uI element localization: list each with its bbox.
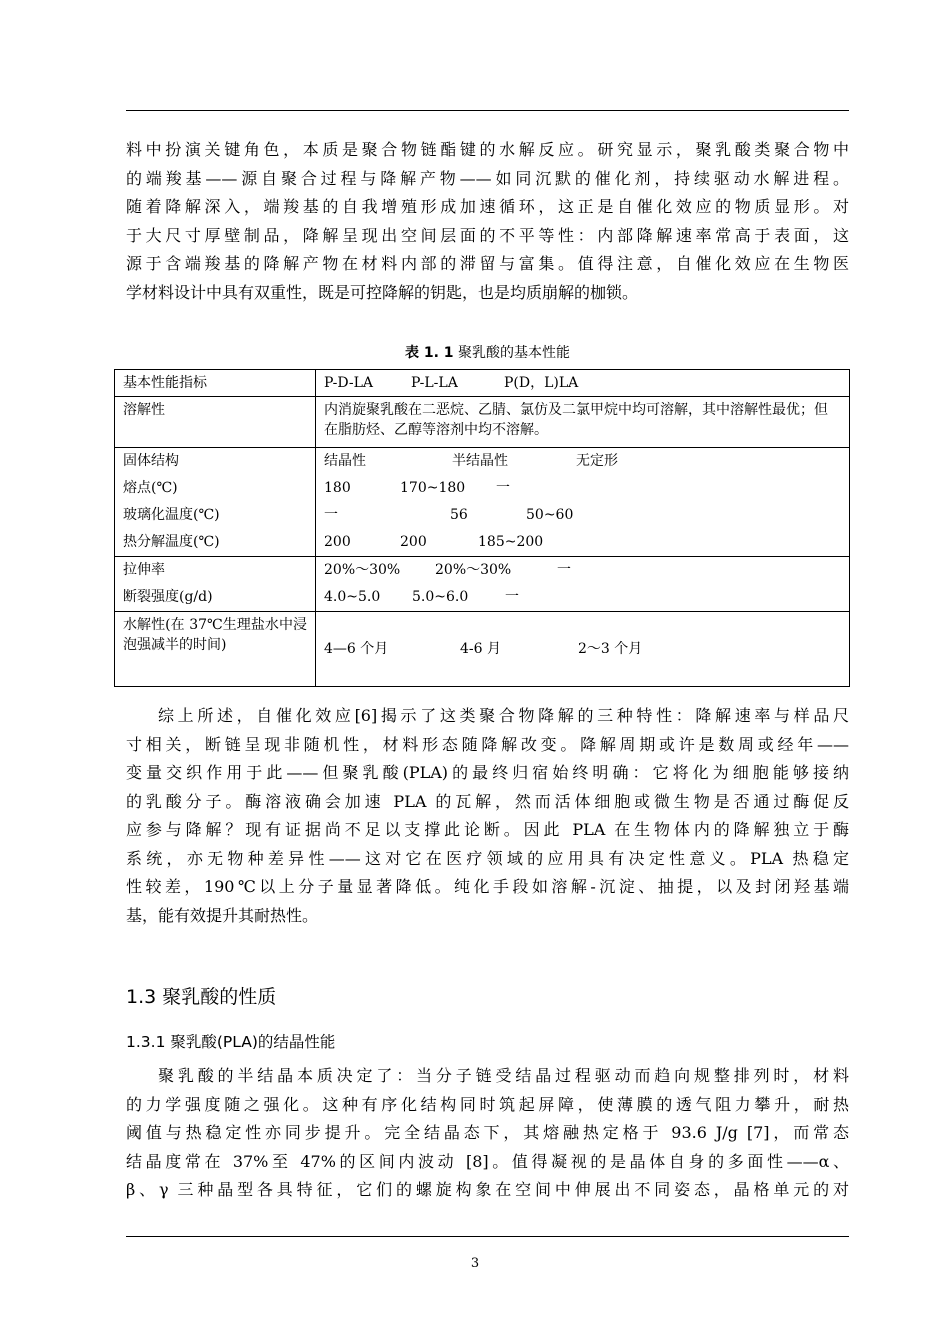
cell-value: 20%～30% <box>324 562 401 578</box>
section-heading: 1.3 聚乳酸的性质 <box>126 986 277 1008</box>
value-row <box>324 584 841 611</box>
text-line: 系统，亦无物种差异性——这对它在医疗领域的应用具有决定性意义。PLA 热稳定 <box>126 848 849 868</box>
cell-value: 一 <box>496 480 510 496</box>
hydrolysis-label-cell: 水解性(在 37℃生理盐水中浸泡强减半的时间) <box>115 612 316 687</box>
header-label-cell: 基本性能指标 <box>115 370 316 397</box>
cell-value: 20%～30% <box>435 562 512 578</box>
row-label: 玻璃化温度(℃) <box>123 507 220 523</box>
cell-value: 4—6 个月 <box>324 641 389 657</box>
cell-value: 180 <box>324 480 351 496</box>
cell-value: 结晶性 <box>324 453 366 469</box>
text-line: 料中扮演关键角色，本质是聚合物链酯键的水解反应。研究显示，聚乳酸类聚合物中 <box>126 140 849 159</box>
text-line: 的乳酸分子。酶溶液确会加速 PLA 的瓦解，然而活体细胞或微生物是否通过酶促反 <box>126 791 849 811</box>
text-line: 结晶度常在 37%至 47%的区间内波动 [8]。值得凝视的是晶体自身的多面性——α、 <box>126 1151 849 1171</box>
mechanical-labels-cell <box>115 557 316 612</box>
cell-value: 50~60 <box>526 507 574 523</box>
paragraph-autocatalysis <box>126 136 849 307</box>
text-line: 综上所述，自催化效应[6]揭示了这类聚合物降解的三种特性：降解速率与样品尺 <box>158 706 849 725</box>
hydrolysis-values-cell <box>316 612 850 687</box>
cell-value: 200 <box>400 534 427 550</box>
header-values-cell <box>316 370 850 397</box>
header-rule <box>126 110 849 111</box>
cell-value: 无定形 <box>576 453 618 469</box>
paragraph-summary <box>126 702 849 930</box>
cell-value: 2～3 个月 <box>578 641 643 657</box>
text-line: 阈值与热稳定性亦同步提升。完全结晶态下，其熔融热定格于 93.6 J/g [7]，而常态 <box>126 1123 849 1142</box>
mechanical-values-cell <box>316 557 850 612</box>
table-caption-text: 聚乳酸的基本性能 <box>458 345 570 361</box>
cell-value: 5.0~6.0 <box>412 589 469 605</box>
text-line: 源于含端羧基的降解产物在材料内部的滞留与富集。值得注意，自催化效应在生物医 <box>126 254 849 273</box>
text-line: 应参与降解？现有证据尚不足以支撑此论断。因此 PLA 在生物体内的降解独立于酶 <box>126 820 849 839</box>
text-line: 随着降解深入，端羧基的自我增殖形成加速循环，这正是自催化效应的物质显形。对 <box>126 197 849 216</box>
value-row <box>324 475 841 502</box>
text-line: β、γ 三种晶型各具特征，它们的螺旋构象在空间中伸展出不同姿态，晶格单元的对 <box>126 1180 849 1199</box>
value-row <box>324 502 841 529</box>
solubility-label-cell: 溶解性 <box>115 397 316 448</box>
text-line: 的力学强度随之强化。这种有序化结构同时筑起屏障，使薄膜的透气阻力攀升，耐热 <box>126 1094 849 1114</box>
col-header: P(D，L)LA <box>504 375 579 391</box>
table-row <box>115 370 850 397</box>
cell-value: 一 <box>557 562 571 578</box>
solubility-text-cell: 内消旋聚乳酸在二恶烷、乙腈、氯仿及二氯甲烷中均可溶解，其中溶解性最优；但在脂肪烃、乙醇等溶剂中均不溶解。 <box>316 397 850 448</box>
cell-value: 200 <box>324 534 351 550</box>
cell-value: 4.0~5.0 <box>324 589 381 605</box>
table-row <box>115 612 850 687</box>
row-label: 拉伸率 <box>123 562 165 578</box>
cell-value: 一 <box>324 507 338 523</box>
text-line: 于大尺寸厚壁制品，降解呈现出空间层面的不平等性：内部降解速率常高于表面，这 <box>126 225 849 245</box>
cell-value: 185~200 <box>478 534 544 550</box>
cell-value: 56 <box>450 507 468 523</box>
col-header: P-D-LA <box>324 375 374 391</box>
value-row <box>324 448 841 475</box>
cell-value: 半结晶性 <box>452 453 508 469</box>
structure-labels-cell <box>115 448 316 557</box>
row-label: 断裂强度(g/d) <box>123 589 213 605</box>
row-label: 熔点(℃) <box>123 480 178 496</box>
cell-value: 170~180 <box>400 480 466 496</box>
row-label: 热分解温度(℃) <box>123 534 220 550</box>
footer-rule <box>126 1236 849 1237</box>
value-row <box>324 557 841 584</box>
paragraph-crystallinity <box>126 1062 849 1205</box>
text-line: 聚乳酸的半结晶本质决定了：当分子链受结晶过程驱动而趋向规整排列时，材料 <box>158 1066 849 1085</box>
text-line: 学材料设计中具有双重性，既是可控降解的钥匙，也是均质崩解的枷锁。 <box>126 282 639 302</box>
table-row <box>115 397 850 448</box>
structure-values-cell <box>316 448 850 557</box>
table-row <box>115 557 850 612</box>
text-line: 的端羧基——源自聚合过程与降解产物——如同沉默的催化剂，持续驱动水解进程。 <box>126 168 849 188</box>
text-line: 变量交织作用于此——但聚乳酸(PLA)的最终归宿始终明确：它将化为细胞能够接纳 <box>126 763 849 782</box>
cell-value: 一 <box>505 589 519 605</box>
text-line: 寸相关，断链呈现非随机性，材料形态随降解改变。降解周期或许是数周或经年—— <box>126 734 849 754</box>
subsection-heading: 1.3.1 聚乳酸(PLA)的结晶性能 <box>126 1033 336 1051</box>
text-line: 性较差，190℃以上分子量显著降低。纯化手段如溶解-沉淀、抽提，以及封闭羟基端 <box>126 877 849 896</box>
row-label: 固体结构 <box>123 453 179 469</box>
table-caption-number: 表 1. 1 <box>404 345 454 361</box>
properties-table <box>114 369 850 687</box>
text-line: 基，能有效提升其耐热性。 <box>126 905 319 925</box>
value-row <box>324 529 841 556</box>
table-caption <box>126 342 849 362</box>
table-row <box>115 448 850 557</box>
cell-value: 4-6 月 <box>460 641 501 657</box>
col-header: P-L-LA <box>411 375 458 391</box>
page-number: 3 <box>470 1256 480 1271</box>
